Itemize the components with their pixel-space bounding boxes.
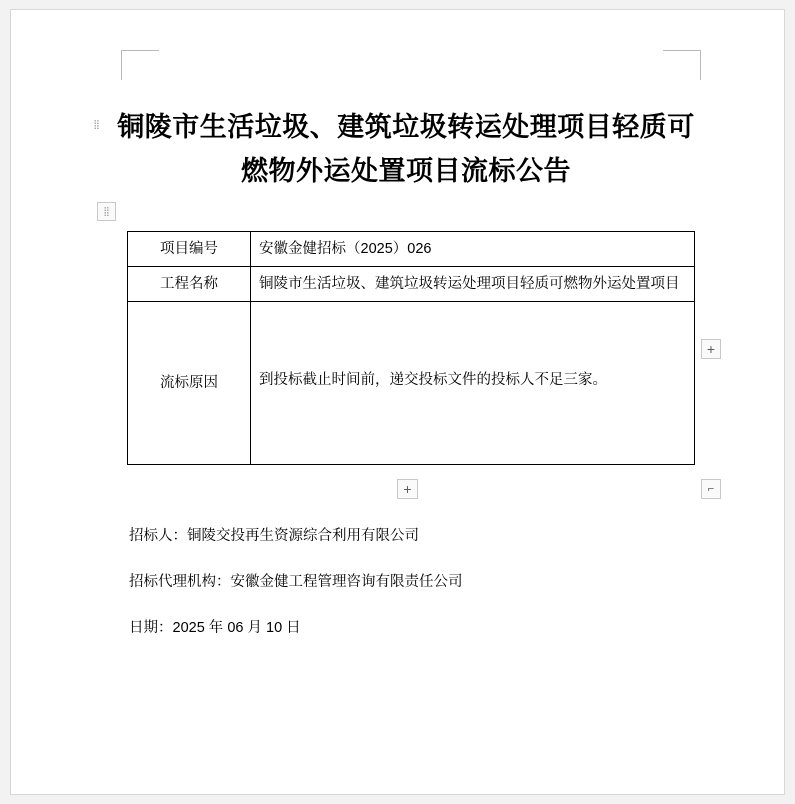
table-cell-label: 流标原因 [128,302,251,465]
table-row [128,267,695,302]
tenderer-line: 招标人：铜陵交投再生资源综合利用有限公司 [129,528,419,544]
document-page [10,9,785,795]
table-cell-value: 到投标截止时间前，递交投标文件的投标人不足三家。 [251,302,695,465]
info-table [127,231,695,465]
agency-line: 招标代理机构：安徽金健工程管理咨询有限责任公司 [129,574,463,590]
add-row-button[interactable]: + [397,479,418,499]
table-cell-value: 铜陵市生活垃圾、建筑垃圾转运处理项目轻质可燃物外运处置项目 [251,267,695,302]
title-drag-handle-icon[interactable]: ⣿ [93,118,100,129]
table-move-handle-icon[interactable]: ⣿ [97,202,116,221]
page-title: 铜陵市生活垃圾、建筑垃圾转运处理项目轻质可燃物外运处置项目流标公告 [117,112,695,186]
table-cell-label: 工程名称 [128,267,251,302]
footer-block [129,526,729,664]
add-column-button[interactable]: + [701,339,721,359]
table-cell-value: 安徽金健招标（2025）026 [251,232,695,267]
table-row [128,302,695,465]
date-line: 日期：2025 年 06 月 10 日 [129,620,301,636]
table-resize-handle-icon[interactable]: ⌐ [701,479,721,499]
table-cell-label: 项目编号 [128,232,251,267]
table-row [128,232,695,267]
crop-mark-top-left [121,50,159,80]
crop-mark-top-right [663,50,701,80]
